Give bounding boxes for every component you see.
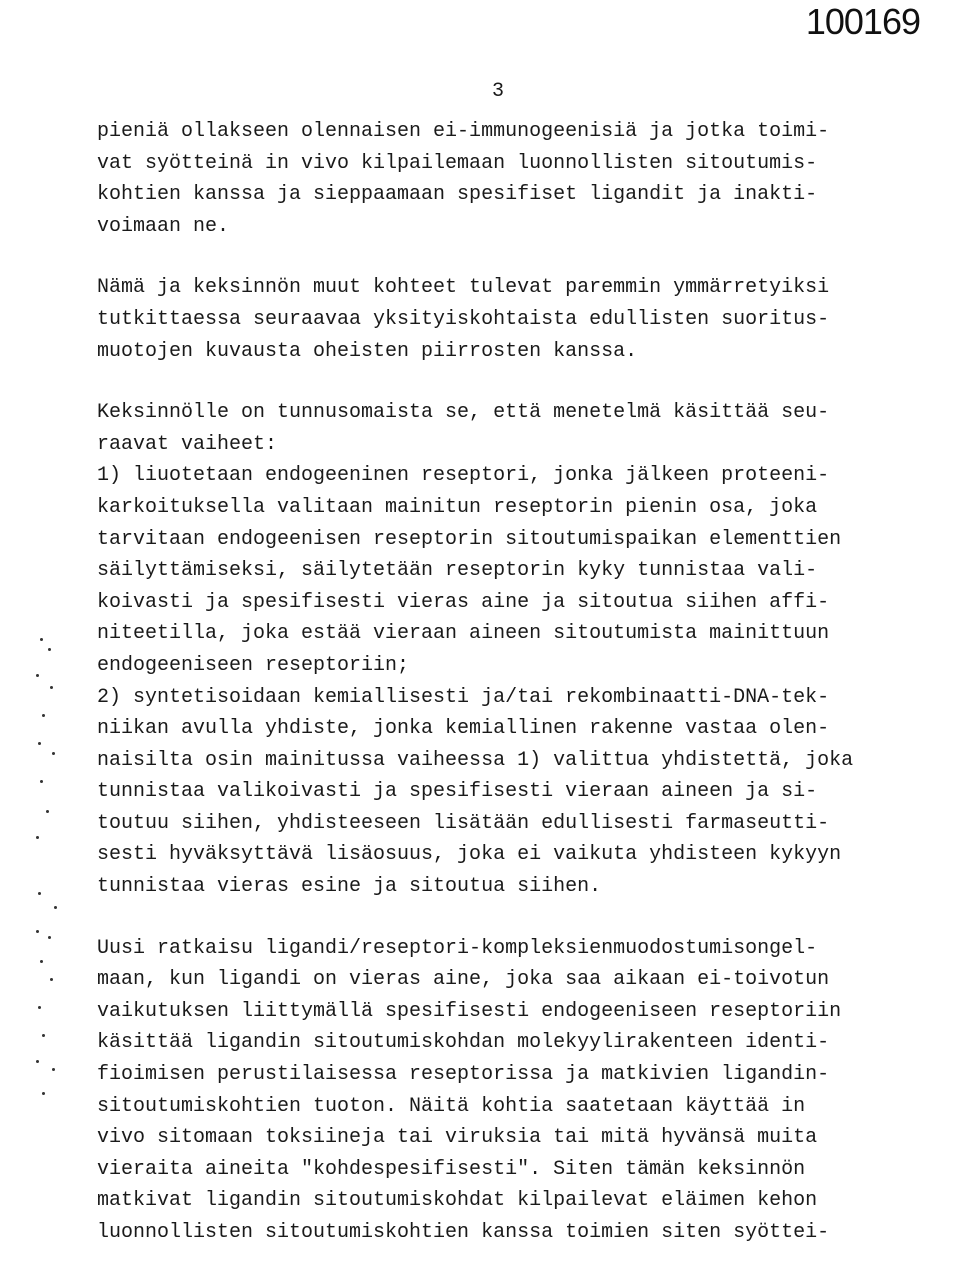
text-line: fioimisen perustilaisessa reseptorissa ja matkivien ligandin- [97, 1063, 830, 1087]
speck [36, 1060, 39, 1063]
speck [36, 674, 39, 677]
paragraph-2 [97, 272, 927, 367]
text-line: sesti hyväksyttävä lisäosuus, joka ei vaikuta yhdisteen kykyyn [97, 843, 842, 867]
text-line: muotojen kuvausta oheisten piirrosten kanssa. [97, 339, 638, 363]
speck [52, 752, 55, 755]
text-line: Nämä ja keksinnön muut kohteet tulevat paremmin ymmärretyiksi [97, 276, 830, 300]
text-line: 1) liuotetaan endogeeninen reseptori, jonka jälkeen proteeni- [97, 464, 830, 488]
speck [42, 714, 45, 717]
text-line: vivo sitomaan toksiineja tai viruksia tai mitä hyvänsä muita [97, 1126, 818, 1150]
text-line: koivasti ja spesifisesti vieras aine ja sitoutua siihen affi- [97, 590, 830, 614]
text-line: tunnistaa valikoivasti ja spesifisesti vieraan aineen ja si- [97, 780, 818, 804]
text-line: 2) syntetisoidaan kemiallisesti ja/tai rekombinaatti-DNA-tek- [97, 685, 830, 709]
text-line: vieraita aineita "kohdespesifisesti". Siten tämän keksinnön [97, 1157, 806, 1181]
speck [48, 936, 51, 939]
speck [40, 638, 43, 641]
text-line: säilyttämiseksi, säilytetään reseptorin kyky tunnistaa vali- [97, 559, 818, 583]
margin-scan-specks [20, 630, 80, 1100]
paragraph-1 [97, 116, 927, 242]
speck [42, 1092, 45, 1095]
text-line: matkivat ligandin sitoutumiskohdat kilpailevat eläimen kehon [97, 1189, 818, 1213]
speck [38, 742, 41, 745]
text-line: niikan avulla yhdiste, jonka kemiallinen rakenne vastaa olen- [97, 717, 830, 741]
text-line: Keksinnölle on tunnusomaista se, että menetelmä käsittää seu- [97, 401, 830, 425]
speck [50, 978, 53, 981]
text-line: karkoituksella valitaan mainitun reseptorin pienin osa, joka [97, 495, 818, 519]
text-line: voimaan ne. [97, 214, 230, 238]
text-line: naisilta osin mainitussa vaiheessa 1) valittua yhdistettä, joka [97, 748, 854, 772]
text-line: tunnistaa vieras esine ja sitoutua siihen. [97, 875, 602, 899]
text-line: maan, kun ligandi on vieras aine, joka saa aikaan ei-toivotun [97, 968, 830, 992]
speck [52, 1068, 55, 1071]
text-line: tutkittaessa seuraavaa yksityiskohtaista edullisten suoritus- [97, 307, 830, 331]
text-line: Uusi ratkaisu ligandi/reseptori-kompleksienmuodostumisongel- [97, 936, 818, 960]
speck [36, 836, 39, 839]
speck [38, 892, 41, 895]
text-line: vaikutuksen liittymällä spesifisesti endogeeniseen reseptoriin [97, 999, 842, 1023]
speck [54, 906, 57, 909]
speck [46, 810, 49, 813]
text-line: endogeeniseen reseptoriin; [97, 653, 410, 677]
speck [38, 1006, 41, 1009]
document-body [97, 116, 927, 1249]
text-line: tarvitaan endogeenisen reseptorin sitoutumispaikan elementtien [97, 527, 842, 551]
speck [36, 930, 39, 933]
text-line: vat syötteinä in vivo kilpailemaan luonnollisten sitoutumis- [97, 151, 818, 175]
text-line: luonnollisten sitoutumiskohtien kanssa toimien siten syöttei- [97, 1221, 830, 1244]
paragraph-4 [97, 933, 927, 1249]
paragraph-gap [97, 367, 927, 397]
page-number: 3 [492, 80, 505, 103]
text-line: niteetilla, joka estää vieraan aineen sitoutumista mainittuun [97, 622, 830, 646]
speck [48, 648, 51, 651]
paragraph-gap [97, 242, 927, 272]
text-line: käsittää ligandin sitoutumiskohdan molekyylirakenteen identi- [97, 1031, 830, 1055]
paragraph-3-claims [97, 397, 927, 903]
paragraph-gap [97, 903, 927, 933]
speck [50, 686, 53, 689]
text-line: sitoutumiskohtien tuoton. Näitä kohtia saatetaan käyttää in [97, 1094, 806, 1118]
document-number: 100169 [805, 1, 920, 42]
speck [42, 1034, 45, 1037]
speck [40, 780, 43, 783]
text-line: toutuu siihen, yhdisteeseen lisätään edullisesti farmaseutti- [97, 811, 830, 835]
text-line: raavat vaiheet: [97, 432, 278, 456]
text-line: pieniä ollakseen olennaisen ei-immunogeenisiä ja jotka toimi- [97, 120, 830, 143]
text-line: kohtien kanssa ja sieppaamaan spesifiset ligandit ja inakti- [97, 183, 818, 207]
speck [40, 960, 43, 963]
